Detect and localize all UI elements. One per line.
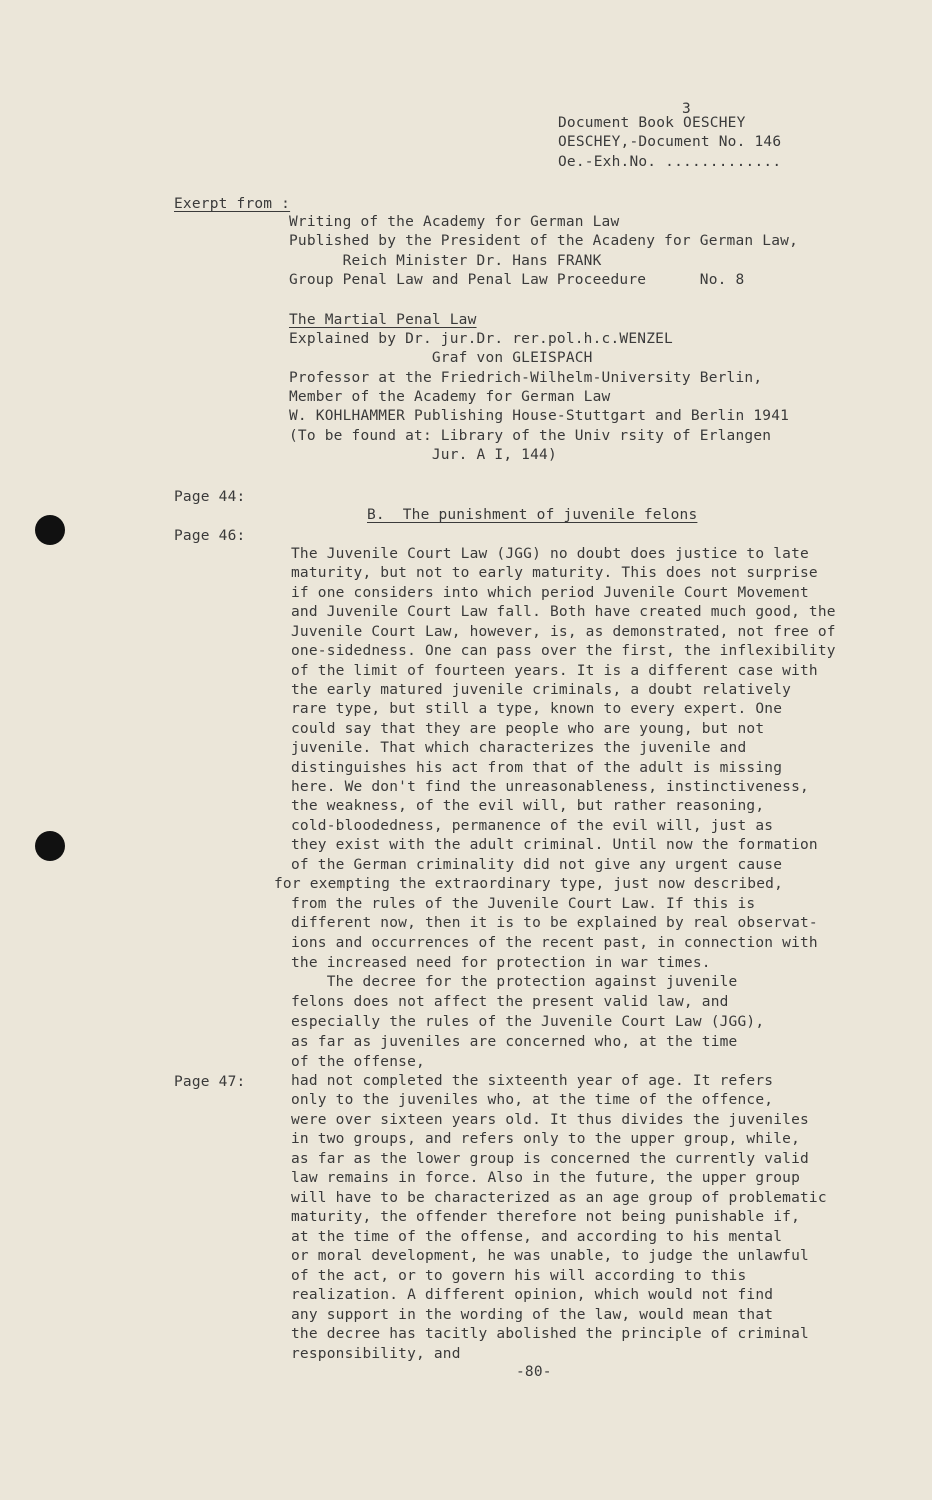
body-line: only to the juveniles who, at the time of the offence, bbox=[291, 1092, 774, 1108]
body-line: The Juvenile Court Law (JGG) no doubt does justice to late bbox=[291, 546, 809, 562]
excerpt-label: Exerpt from : bbox=[174, 196, 291, 212]
source-title: The Martial Penal Law bbox=[289, 312, 477, 328]
body-line: rare type, but still a type, known to every expert. One bbox=[291, 701, 783, 717]
body-line: distinguishes his act from that of the adult is missing bbox=[291, 760, 783, 776]
exhibit-number: Oe.-Exh.No. ............. bbox=[558, 154, 782, 170]
body-line: maturity, but not to early maturity. This does not surprise bbox=[291, 565, 818, 581]
body-line: from the rules of the Juvenile Court Law. If this is bbox=[291, 896, 756, 912]
body-line: realization. A different opinion, which would not find bbox=[291, 1287, 774, 1303]
body-line: different now, then it is to be explained by real observat- bbox=[291, 915, 818, 931]
source-line: Graf von GLEISPACH bbox=[289, 350, 593, 366]
document-number: OESCHEY,-Document No. 146 bbox=[558, 134, 782, 150]
body-line: any support in the wording of the law, would mean that bbox=[291, 1307, 774, 1323]
body-line: especially the rules of the Juvenile Court Law (JGG), bbox=[291, 1014, 765, 1030]
body-line: responsibility, and bbox=[291, 1346, 461, 1362]
body-line: juvenile. That which characterizes the juvenile and bbox=[291, 740, 747, 756]
excerpt-line: Reich Minister Dr. Hans FRANK bbox=[289, 253, 602, 269]
body-line: and Juvenile Court Law fall. Both have created much good, the bbox=[291, 604, 836, 620]
source-line: Professor at the Friedrich-Wilhelm-University Berlin, bbox=[289, 370, 763, 386]
body-line: of the act, or to govern his will according to this bbox=[291, 1268, 747, 1284]
source-line: (To be found at: Library of the Univ rsity of Erlangen bbox=[289, 428, 772, 444]
body-line: the decree has tacitly abolished the principle of criminal bbox=[291, 1326, 809, 1342]
excerpt-line: Published by the President of the Acadeny for German Law, bbox=[289, 233, 798, 249]
body-line: as far as juveniles are concerned who, at the time bbox=[291, 1034, 738, 1050]
body-line: they exist with the adult criminal. Until now the formation bbox=[291, 837, 818, 853]
document-book-label: Document Book OESCHEY bbox=[558, 115, 746, 131]
excerpt-line: Group Penal Law and Penal Law Proceedure No. 8 bbox=[289, 272, 745, 288]
body-line: here. We don't find the unreasonableness, instinctiveness, bbox=[291, 779, 809, 795]
body-line: at the time of the offense, and according to his mental bbox=[291, 1229, 783, 1245]
body-line: the increased need for protection in war times. bbox=[291, 955, 711, 971]
source-line: W. KOHLHAMMER Publishing House-Stuttgart and Berlin 1941 bbox=[289, 408, 790, 424]
source-line: Explained by Dr. jur.Dr. rer.pol.h.c.WENZEL bbox=[289, 331, 673, 347]
body-line: one-sidedness. One can pass over the first, the inflexibility bbox=[291, 643, 836, 659]
body-line: felons does not affect the present valid law, and bbox=[291, 994, 729, 1010]
body-line: of the offense, bbox=[291, 1054, 425, 1070]
excerpt-line: Writing of the Academy for German Law bbox=[289, 214, 620, 230]
punch-hole-bottom bbox=[35, 831, 65, 861]
page-number: 3 bbox=[682, 101, 691, 117]
body-line: cold-bloodedness, permanence of the evil will, just as bbox=[291, 818, 774, 834]
body-line: as far as the lower group is concerned the currently valid bbox=[291, 1151, 809, 1167]
margin-note-page-46: Page 46: bbox=[174, 528, 246, 544]
body-line: Juvenile Court Law, however, is, as demonstrated, not free of bbox=[291, 624, 836, 640]
body-line: in two groups, and refers only to the upper group, while, bbox=[291, 1131, 800, 1147]
body-line: or moral development, he was unable, to judge the unlawful bbox=[291, 1248, 809, 1264]
body-line: ions and occurrences of the recent past, in connection with bbox=[291, 935, 818, 951]
body-line: were over sixteen years old. It thus divides the juveniles bbox=[291, 1112, 809, 1128]
source-line: Member of the Academy for German Law bbox=[289, 389, 611, 405]
body-line: had not completed the sixteenth year of age. It refers bbox=[291, 1073, 774, 1089]
punch-hole-top bbox=[35, 515, 65, 545]
body-line: if one considers into which period Juvenile Court Movement bbox=[291, 585, 809, 601]
body-line: could say that they are people who are young, but not bbox=[291, 721, 765, 737]
margin-note-page-44: Page 44: bbox=[174, 489, 246, 505]
section-heading: B. The punishment of juvenile felons bbox=[367, 507, 698, 523]
body-line: The decree for the protection against juvenile bbox=[291, 974, 738, 990]
body-line: the weakness, of the evil will, but rather reasoning, bbox=[291, 798, 765, 814]
body-line: the early matured juvenile criminals, a doubt relatively bbox=[291, 682, 792, 698]
footer-page-number: -80- bbox=[516, 1364, 552, 1380]
body-line: of the German criminality did not give any urgent cause bbox=[291, 857, 783, 873]
source-line: Jur. A I, 144) bbox=[289, 447, 557, 463]
body-line: law remains in force. Also in the future, the upper group bbox=[291, 1170, 800, 1186]
body-line: of the limit of fourteen years. It is a different case with bbox=[291, 663, 818, 679]
body-line: maturity, the offender therefore not being punishable if, bbox=[291, 1209, 800, 1225]
body-line: for exempting the extraordinary type, just now described, bbox=[274, 876, 783, 892]
margin-note-page-47: Page 47: bbox=[174, 1074, 246, 1090]
body-line: will have to be characterized as an age group of problematic bbox=[291, 1190, 827, 1206]
